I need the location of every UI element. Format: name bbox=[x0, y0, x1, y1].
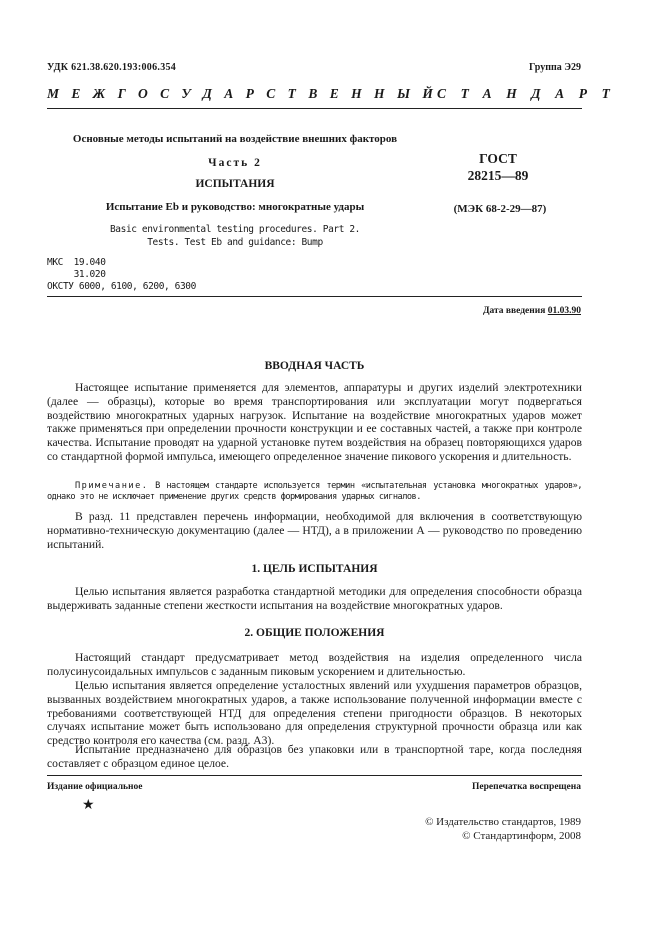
star-icon: ★ bbox=[82, 798, 95, 813]
series-title: Основные методы испытаний на воздействие внешних факторов bbox=[72, 133, 398, 145]
intro-note bbox=[47, 481, 582, 503]
footer-divider bbox=[47, 775, 582, 776]
english-title bbox=[60, 223, 410, 249]
copyright-1989: © Издательство стандартов, 1989 bbox=[425, 816, 581, 828]
english-title-line-1: Basic environmental testing procedures. Part 2. bbox=[109, 224, 361, 235]
gost-designation bbox=[438, 150, 558, 184]
iec-reference: (МЭК 68-2-29—87) bbox=[453, 203, 547, 215]
section-2-heading: 2. ОБЩИЕ ПОЛОЖЕНИЯ bbox=[244, 627, 385, 639]
top-divider bbox=[47, 108, 582, 109]
section-2-paragraph-2: Целью испытания является определение усталостных явлений или ухудшения параметров образцов, вызванных воздействием многократных ударов, а также использование полученной информации вместе с требованиями соответствующей НТД для определения степени пригодности образцов. В некоторых случаях испытание может быть использовано для определения структурной прочности образца или как средство контроля его качества (см. разд. А3). bbox=[47, 679, 582, 748]
intro-date bbox=[483, 306, 581, 316]
tests-label: ИСПЫТАНИЯ bbox=[195, 178, 275, 190]
intro-paragraph-2: В разд. 11 представлен перечень информации, необходимой для включения в соответствующую нормативно-техническую документацию (далее — НТД), а в приложении А — руководство по проведению испытаний. bbox=[47, 510, 582, 551]
intro-heading: ВВОДНАЯ ЧАСТЬ bbox=[264, 360, 365, 372]
english-title-line-2: Tests. Test Eb and guidance: Bump bbox=[147, 237, 323, 248]
note-label: Примечание. bbox=[75, 481, 149, 491]
section-2-paragraph-3: Испытание предназначено для образцов без упаковки или в транспортной таре, когда последняя составляет с образцом единое целое. bbox=[47, 743, 582, 770]
classification-codes bbox=[47, 257, 196, 293]
part-label: Часть 2 bbox=[208, 157, 262, 169]
gost-number: 28215—89 bbox=[467, 168, 529, 183]
intro-date-label: Дата введения bbox=[482, 306, 546, 316]
intro-date-value: 01.03.90 bbox=[547, 306, 581, 316]
reprint-prohibited-label: Перепечатка воспрещена bbox=[471, 782, 581, 792]
group-code: Группа Э29 bbox=[529, 62, 581, 73]
intro-paragraph-1: Настоящее испытание применяется для элементов, аппаратуры и других изделий электротехники (далее — образцы), которые во время транспортирования или эксплуатации могут подвергаться воздействию многократных ударных нагрузок. Испытание на воздействие многократных ударов может также применяться при определении прочности конструкции и ее составных частей, а также при контроле качества. Испытание проводят на ударной установке путем воздействия на образец повторяющихся ударов со стандартной формой импульса, имеющего определенное значение пикового ускорения и длительность. bbox=[47, 381, 582, 463]
mks-code-1: МКС 19.040 bbox=[47, 257, 106, 268]
codes-divider bbox=[47, 296, 582, 297]
gost-label: ГОСТ bbox=[479, 151, 517, 166]
udk-code: УДК 621.38.620.193:006.354 bbox=[47, 62, 177, 73]
okstu-code: ОКСТУ 6000, 6100, 6200, 6300 bbox=[47, 281, 196, 292]
banner-word-interstate: МЕЖГОСУДАРСТВЕННЫЙ bbox=[47, 86, 446, 101]
mks-code-2: 31.020 bbox=[47, 269, 106, 280]
standard-banner bbox=[47, 86, 625, 102]
section-1-paragraph: Целью испытания является разработка стандартной методики для определения способности образца выдерживать заданные степени жесткости испытания на воздействие многократных ударов. bbox=[47, 585, 582, 612]
section-2-paragraph-1: Настоящий стандарт предусматривает метод воздействия на изделия определенного числа полусинусоидальных импульсов с заданным пиковым ускорением и длительностью. bbox=[47, 651, 582, 678]
section-1-heading: 1. ЦЕЛЬ ИСПЫТАНИЯ bbox=[251, 563, 378, 575]
copyright-2008: © Стандартинформ, 2008 bbox=[462, 830, 581, 842]
note-text: В настоящем стандарте используется термин «испытательная установка многократных ударов», однако это не исключает применение других средств формирования ударных сигналов. bbox=[47, 481, 582, 502]
official-edition-label: Издание официальное bbox=[47, 782, 143, 792]
banner-word-standard: СТАНДАРТ bbox=[437, 86, 625, 101]
document-subtitle: Испытание Eb и руководство: многократные удары bbox=[105, 201, 365, 213]
